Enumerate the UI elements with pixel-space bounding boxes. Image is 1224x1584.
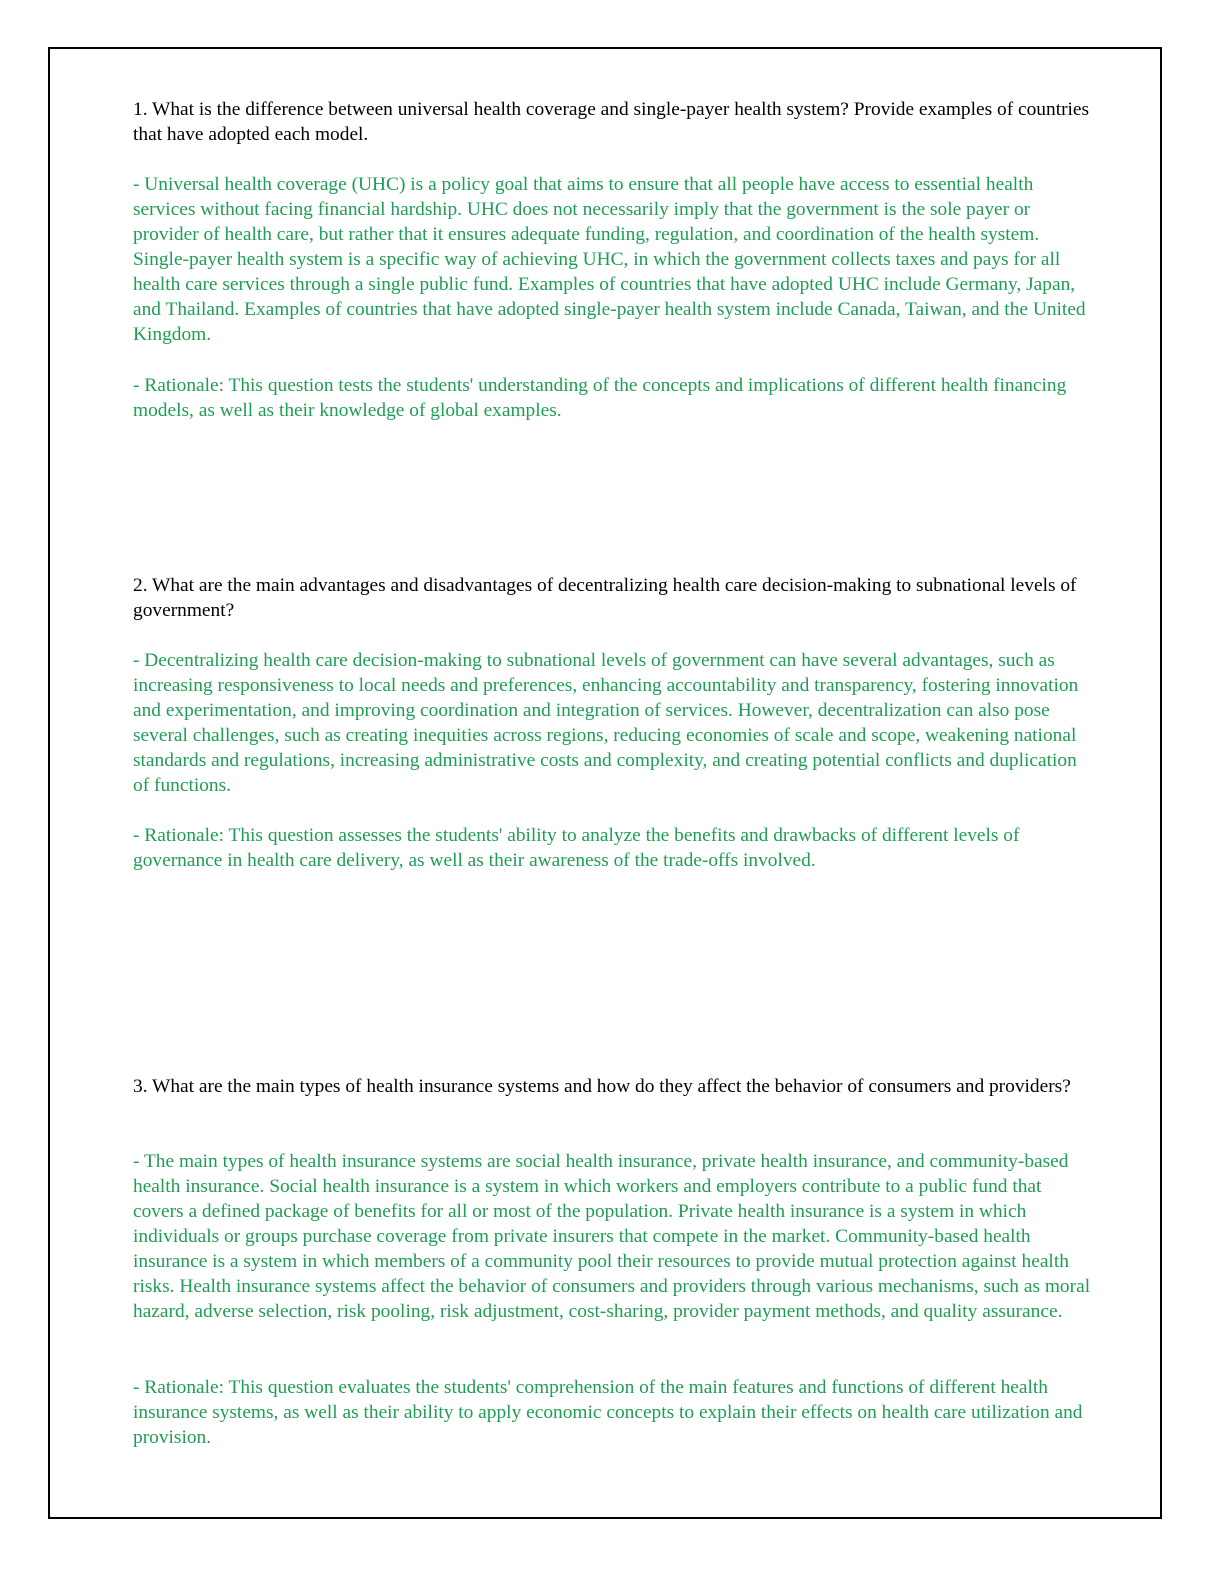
question-3: 3. What are the main types of health insurance systems and how do they affect the behavior of consumers and providers? <box>133 1076 1071 1097</box>
question-2: 2. What are the main advantages and disadvantages of decentralizing health care decision-making to subnational levels of government? <box>133 575 1077 621</box>
answer-2: - Decentralizing health care decision-making to subnational levels of government can have several advantages, such as increasing responsiveness to local needs and preferences, enhancing accountability and transparency, fostering innovation and experimentation, and improving coordination and integration of services. However, decentralization can also pose several challenges, such as creating inequities across regions, reducing economies of scale and scope, weakening national standards and regulations, increasing administrative costs and complexity, and creating potential conflicts and duplication of functions. <box>133 650 1079 796</box>
answer-1: - Universal health coverage (UHC) is a policy goal that aims to ensure that all people have access to essential health services without facing financial hardship. UHC does not necessarily imply that the government is the sole payer or provider of health care, but rather that it ensures adequate funding, regulation, and coordination of the health system. Single-payer health system is a specific way of achieving UHC, in which the government collects taxes and pays for all health care services through a single public fund. Examples of countries that have adopted UHC include Germany, Japan, and Thailand. Examples of countries that have adopted single-payer health system include Canada, Taiwan, and the United Kingdom. <box>133 174 1086 345</box>
rationale-3: - Rationale: This question evaluates the students' comprehension of the main features and functions of different health insurance systems, as well as their ability to apply economic concepts to explain their effects on health care utilization and provision. <box>133 1377 1083 1448</box>
question-1: 1. What is the difference between universal health coverage and single-payer health system? Provide examples of countries that have adopted each model. <box>133 99 1090 145</box>
rationale-2: - Rationale: This question assesses the students' ability to analyze the benefits and drawbacks of different levels of governance in health care delivery, as well as their awareness of the trade-offs involved. <box>133 825 1020 871</box>
rationale-1: - Rationale: This question tests the students' understanding of the concepts and implications of different health financing models, as well as their knowledge of global examples. <box>133 375 1067 421</box>
answer-3: - The main types of health insurance systems are social health insurance, private health insurance, and community-based health insurance. Social health insurance is a system in which workers and employers contribute to a public fund that covers a defined package of benefits for all or most of the population. Private health insurance is a system in which individuals or groups purchase coverage from private insurers that compete in the market. Community-based health insurance is a system in which members of a community pool their resources to provide mutual protection against health risks. Health insurance systems affect the behavior of consumers and providers through various mechanisms, such as moral hazard, adverse selection, risk pooling, risk adjustment, cost-sharing, provider payment methods, and quality assurance. <box>133 1151 1091 1322</box>
